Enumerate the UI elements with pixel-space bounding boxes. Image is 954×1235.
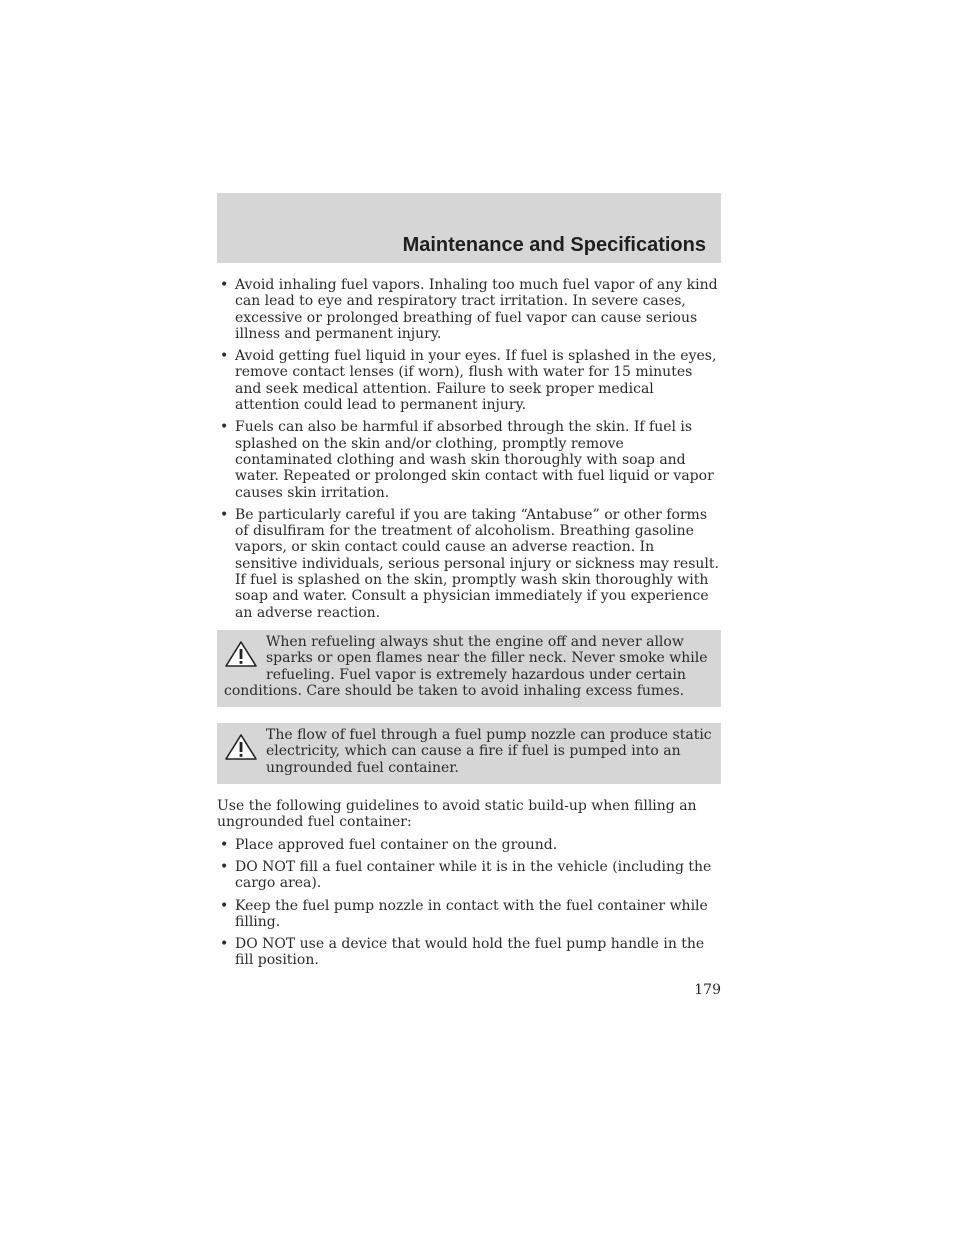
warning-triangle-icon <box>224 640 258 668</box>
section-title: Maintenance and Specifications <box>402 234 706 256</box>
page-content <box>217 277 721 975</box>
list-item-text: Avoid getting fuel liquid in your eyes. If fuel is splashed in the eyes, remove contact lenses (if worn), flush with water for 15 minutes and seek medical attention. Failure to seek proper medical attention could lead to permanent injury. <box>235 348 717 414</box>
list-item <box>217 936 721 969</box>
list-item-text: Be particularly careful if you are taking “Antabuse” or other forms of disulfiram for the treatment of alcoholism. Breathing gasoline vapors, or skin contact could cause an adverse reaction. In sensitive individuals, serious personal injury or sickness may result. If fuel is splashed on the skin, promptly wash skin thoroughly with soap and water. Consult a physician immediately if you experience an adverse reaction. <box>235 506 719 621</box>
warning-box <box>217 723 721 784</box>
list-item-text: DO NOT fill a fuel container while it is in the vehicle (including the cargo area). <box>235 858 712 892</box>
list-item <box>217 507 721 621</box>
list-item <box>217 898 721 931</box>
warning-box <box>217 630 721 707</box>
warning-triangle-icon <box>224 733 258 761</box>
fuel-safety-list <box>217 277 721 621</box>
warning-text: The flow of fuel through a fuel pump nozzle can produce static electricity, which can cause a fire if fuel is pumped into an ungrounded fuel container. <box>266 727 712 776</box>
list-item <box>217 348 721 413</box>
bullet-icon: • <box>220 858 229 875</box>
list-item <box>217 859 721 892</box>
list-item-text: DO NOT use a device that would hold the fuel pump handle in the fill position. <box>235 936 705 969</box>
page-number: 179 <box>694 982 721 998</box>
list-item-text: Place approved fuel container on the ground. <box>235 836 558 853</box>
bullet-icon: • <box>220 419 229 436</box>
bullet-icon: • <box>220 348 229 365</box>
bullet-icon: • <box>220 936 229 953</box>
list-item <box>217 837 721 853</box>
static-guidelines-list <box>217 837 721 969</box>
warning-text: When refueling always shut the engine off and never allow sparks or open flames near the filler neck. Never smoke while refueling. Fuel vapor is extremely hazardous under certain conditions. Care should be taken to avoid inhaling excess fumes. <box>224 633 708 699</box>
bullet-icon: • <box>220 277 229 293</box>
bullet-icon: • <box>220 897 229 914</box>
list-item-text: Fuels can also be harmful if absorbed through the skin. If fuel is splashed on the skin and/or clothing, promptly remove contaminated clothing and wash skin thoroughly with soap and water. Repeated or prolonged skin contact with fuel liquid or vapor causes skin irritation. <box>235 419 714 501</box>
bullet-icon: • <box>220 506 229 523</box>
guidelines-intro: Use the following guidelines to avoid static build-up when filling an ungrounded fuel container: <box>217 798 697 831</box>
section-header <box>217 193 721 263</box>
list-item-text: Avoid inhaling fuel vapors. Inhaling too much fuel vapor of any kind can lead to eye and respiratory tract irritation. In severe cases, excessive or prolonged breathing of fuel vapor can cause serious illness and permanent injury. <box>235 277 718 342</box>
bullet-icon: • <box>220 836 229 853</box>
list-item-text: Keep the fuel pump nozzle in contact with the fuel container while filling. <box>235 897 708 930</box>
list-item <box>217 419 721 500</box>
list-item <box>217 277 721 342</box>
